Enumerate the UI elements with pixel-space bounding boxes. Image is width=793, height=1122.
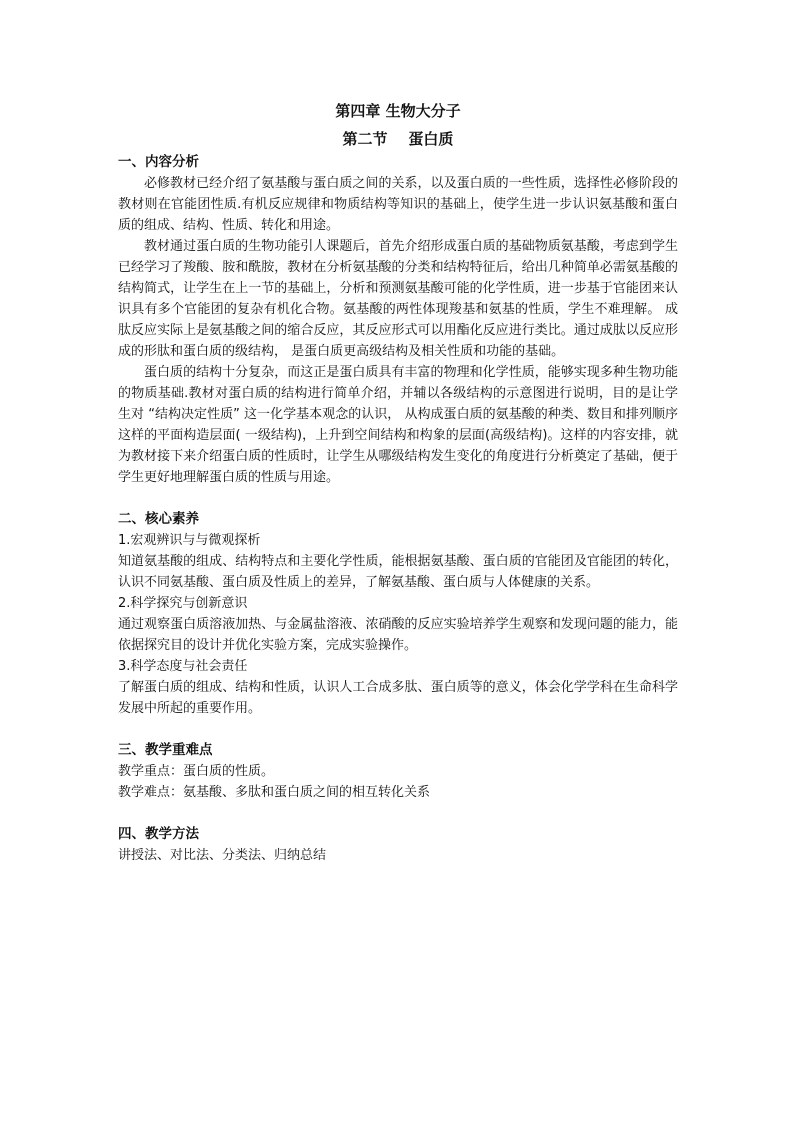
methods-heading: 四、教学方法 [118,826,199,842]
chapter-title: 第四章 生物大分子 [335,102,461,120]
content-paragraph: 蛋白质的结构十分复杂，而这正是蛋白质具有丰富的物理和化学性质，能够实现多种生物功能的物质基础.教材对蛋白质的结构进行简单介绍，并辅以各级结构的示意图进行说明，目的是让学生对 “结构决定性质” 这一化学基本观念的认识， 从构成蛋白质的氨基酸的种类、数目和排列顺序这样的平面构造层面( 一级结构)，上升到空间结构和构象的层面(高级结构)。这样的内容安排，就为教材接下来介绍蛋白质的性质时，让学生从哪级结构发生变化的角度进行分析奠定了基础，便于学生更好地理解蛋白质的性质与用途。 [118,365,678,485]
key-points-heading: 三、教学重难点 [118,742,213,758]
spacer [118,719,678,740]
content-paragraph: 必修教材已经介绍了氨基酸与蛋白质之间的关系，以及蛋白质的一些性质，选择性必修阶段的教材则在官能团性质.有机反应规律和物质结构等知识的基础上，使学生进一步认识氨基酸和蛋白质的组成、结构、性质、转化和用途。 [118,176,678,233]
methods-text: 讲授法、对比法、分类法、归纳总结 [118,848,327,863]
spacer [118,803,678,824]
literacy-item-text: 通过观察蛋白质溶液加热、与金属盐溶液、浓硝酸的反应实验培养学生观察和发现问题的能力，能依据探究目的设计并优化实验方案，完成实验操作。 [118,617,678,653]
literacy-item-text: 了解蛋白质的组成、结构和性质，认识人工合成多肽、蛋白质等的意义，体会化学学科在生命科学发展中所起的重要作用。 [118,680,678,716]
literacy-item-title: 3.科学态度与社会责任 [118,659,248,674]
content-analysis-heading: 一、内容分析 [118,154,199,170]
content-paragraph: 教材通过蛋白质的生物功能引人课题后，首先介绍形成蛋白质的基础物质氨基酸，考虑到学生已经学习了羧酸、胺和酰胺，教材在分析氨基酸的分类和结构特征后，给出几种简单必需氨基酸的结构简式，让学生在上一节的基础上，分析和预测氨基酸可能的化学性质，进一步基于官能团来认识具有多个官能团的复杂有机化合物。氨基酸的两性体现羧基和氨基的性质，学生不难理解。 成肽反应实际上是氨基酸之间的缩合反应，其反应形式可以用酯化反应进行类比。通过成肽以反应形成的形肽和蛋白质的级结构， 是蛋白质更高级结构及相关性质和功能的基础。 [118,239,678,359]
difficult-point-text: 教学难点：氨基酸、多肽和蛋白质之间的相互转化关系 [118,785,431,800]
methods-section [118,824,678,866]
section-title: 第二节 蛋白质 [342,130,454,148]
literacy-item-text: 知道氨基酸的组成、结构特点和主要化学性质，能根据氨基酸、蛋白质的官能团及官能团的转化，认识不同氨基酸、蛋白质及性质上的差异，了解氨基酸、蛋白质与人体健康的关系。 [118,554,678,590]
key-points-section [118,740,678,803]
content-analysis-section [118,152,678,488]
spacer [118,488,678,509]
key-point-text: 教学重点：蛋白质的性质。 [118,764,275,779]
core-literacy-heading: 二、核心素养 [118,511,199,527]
literacy-item-title: 1.宏观辨识与与微观探析 [118,533,261,548]
document-page [118,100,678,866]
core-literacy-section [118,509,678,719]
literacy-item-title: 2.科学探究与创新意识 [118,596,248,611]
